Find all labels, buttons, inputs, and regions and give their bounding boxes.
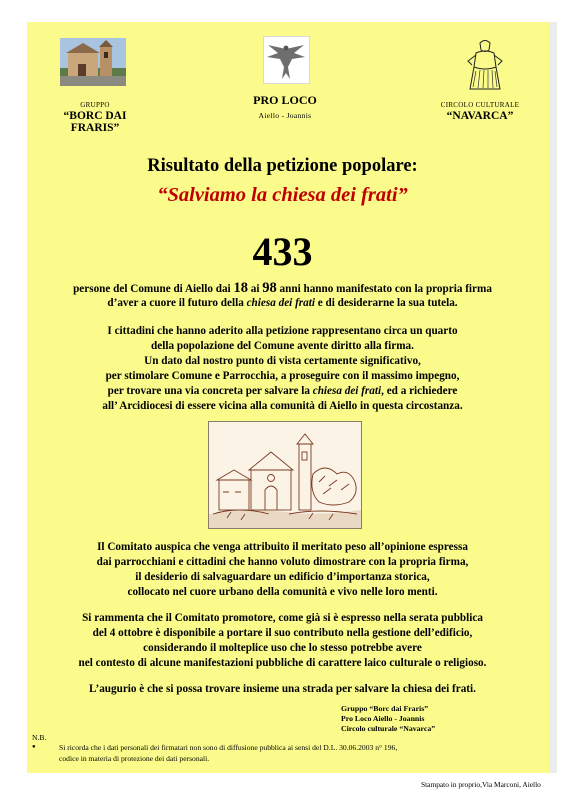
church-sketch-image [208, 421, 362, 529]
max-age: 98 [262, 280, 277, 296]
para1-text-a: persone del Comune di Aiello dai [73, 283, 234, 295]
para2-line5 [0, 385, 565, 397]
para3-line2: dai parrocchiani e cittadini che hanno voluto dimostrare con la propria firma, [96, 556, 469, 568]
para1-line2 [0, 297, 565, 309]
center-org-place: Aiello - Joannis [258, 111, 312, 120]
right-org-name: “NAVARCA” [446, 110, 514, 122]
navarca-figure-logo [462, 37, 508, 92]
para2-italic: chiesa dei frati [312, 385, 382, 397]
para1-text-b: ai [247, 283, 263, 295]
center-org-name: PRO LOCO [253, 93, 317, 107]
para2-line1: I cittadini che hanno aderito alla petizione rappresentano circa un quarto [107, 325, 458, 337]
signature-proloco: Pro Loco Aiello - Joannis [341, 714, 425, 723]
signature-borc: Gruppo “Borc dai Fraris” [341, 704, 429, 713]
para1-text-c: anni hanno manifestato con la propria firma [276, 283, 492, 295]
printed-by-footer: Stampato in proprio,Via Marconi, Aiello [421, 780, 541, 789]
para1-italic: chiesa dei frati [246, 297, 315, 309]
pro-loco-hawk-logo [263, 36, 310, 84]
right-org-label: CIRCOLO CULTURALE [440, 101, 520, 109]
para2-line6: all’ Arcidiocesi di essere vicina alla comunità di Aiello in questa circostanza. [102, 400, 463, 412]
para2-text-b: , ed a richiedere [381, 385, 458, 397]
para2-line3: Un dato dal nostro punto di vista certamente significativo, [144, 355, 421, 367]
nb-line2: codice in materia di protezione dei dati personali. [59, 754, 210, 763]
left-org-name: “BORC DAI FRARIS” [63, 110, 127, 134]
para4-line2: del 4 ottobre è disponibile a portare il suo contributo nella gestione dell’edificio, [92, 627, 473, 639]
left-org-label: GRUPPO [80, 101, 110, 109]
signature-navarca: Circolo culturale “Navarca” [341, 724, 436, 733]
para3-line3: il desiderio di salvaguardare un edificio d’importanza storica, [135, 571, 430, 583]
para2-text-a: per trovare una via concreta per salvare la [107, 385, 313, 397]
para1-text-e: e di desiderarne la sua tutela. [314, 297, 458, 309]
para1-line1 [0, 280, 565, 297]
para4-line3: considerando il molteplice uso che lo stesso potrebbe avere [143, 642, 422, 654]
bullet-icon: ● [32, 744, 36, 750]
nb-label: N.B. [32, 733, 47, 742]
para3-line1: Il Comitato auspica che venga attribuito il meritato peso all’opinione espressa [97, 541, 468, 553]
para4-line1: Si rammenta che il Comitato promotore, come già si è espresso nella serata pubblica [82, 612, 483, 624]
para3-line4: collocato nel cuore urbano della comunità e vivo nelle loro menti. [127, 586, 438, 598]
nb-line1: Si ricorda che i dati personali dei firmatari non sono di diffusione pubblica ai sensi del D.L. 30.06.2003 n° 196, [59, 743, 398, 752]
subtitle: “Salviamo la chiesa dei frati” [157, 184, 408, 206]
para5: L’augurio è che si possa trovare insieme una strada per salvare la chiesa dei frati. [89, 683, 476, 695]
heading: Risultato della petizione popolare: [147, 156, 418, 176]
para1-text-d: d’aver a cuore il futuro della [107, 297, 247, 309]
para4-line4: nel contesto di alcune manifestazioni pubbliche di carattere laico culturale o religioso. [78, 657, 487, 669]
para2-line2: della popolazione del Comune avente diritto alla firma. [151, 340, 414, 352]
signature-count: 433 [252, 229, 313, 274]
para2-line4: per stimolare Comune e Parrocchia, a proseguire con il massimo impegno, [105, 370, 460, 382]
min-age: 18 [233, 280, 248, 296]
borc-dai-fraris-photo [60, 38, 126, 86]
